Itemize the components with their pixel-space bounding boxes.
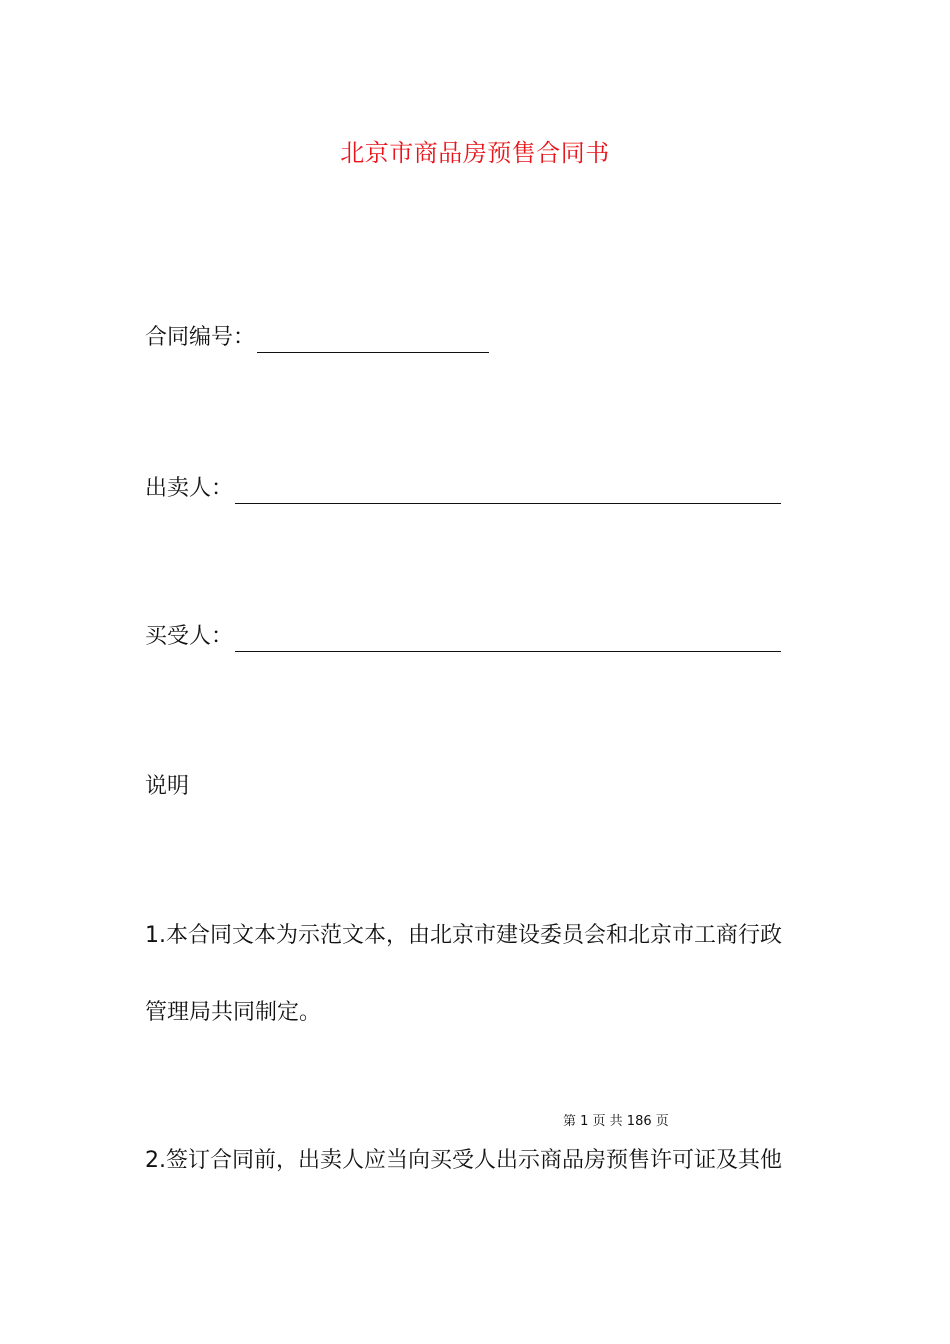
- section-heading: 说明: [145, 774, 190, 799]
- paragraph-1-line-1: 1.本合同文本为示范文本，由北京市建设委员会和北京市工商行政: [145, 923, 782, 948]
- paragraph-1-line-2: 管理局共同制定。: [145, 1000, 322, 1025]
- contract-number-label: 合同编号：: [145, 325, 256, 350]
- seller-field: [145, 474, 781, 504]
- document-title: 北京市商品房预售合同书: [340, 139, 610, 167]
- seller-label: 出卖人：: [145, 476, 234, 501]
- buyer-label: 买受人：: [145, 624, 234, 649]
- seller-blank-line: [235, 477, 781, 504]
- contract-number-field: [145, 323, 489, 353]
- buyer-field: [145, 622, 781, 652]
- page-indicator: 第 1 页 共 186 页: [563, 1114, 669, 1129]
- paragraph-2-line-1: 2.签订合同前，出卖人应当向买受人出示商品房预售许可证及其他: [145, 1148, 782, 1173]
- buyer-blank-line: [235, 625, 781, 652]
- contract-number-blank-line: [257, 326, 489, 353]
